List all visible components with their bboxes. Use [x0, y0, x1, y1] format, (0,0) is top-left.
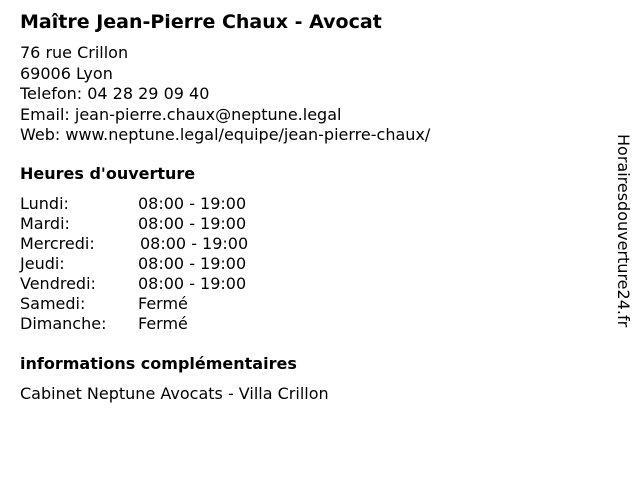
- email-address[interactable]: Email: jean-pierre.chaux@neptune.legal: [20, 104, 342, 124]
- address-city: 69006 Lyon: [20, 63, 113, 83]
- day-label: Mercredi:: [20, 234, 95, 253]
- site-watermark-label: Horairesdouverture24.fr: [614, 134, 633, 328]
- page-title: Maître Jean-Pierre Chaux - Avocat: [20, 11, 382, 33]
- time-value: Fermé: [138, 314, 188, 333]
- day-label: Vendredi:: [20, 274, 96, 293]
- time-value: 08:00 - 19:00: [138, 274, 247, 293]
- time-value: 08:00 - 19:00: [138, 254, 247, 273]
- time-value: 08:00 - 19:00: [138, 194, 247, 213]
- contact-block: [20, 43, 430, 146]
- time-value: 08:00 - 19:00: [138, 214, 247, 233]
- day-label: Lundi:: [20, 194, 69, 213]
- day-label: Dimanche:: [20, 314, 107, 333]
- additional-info-text: Cabinet Neptune Avocats - Villa Crillon: [20, 384, 329, 403]
- day-label: Samedi:: [20, 294, 86, 313]
- phone-number[interactable]: Telefon: 04 28 29 09 40: [20, 84, 210, 103]
- day-label: Mardi:: [20, 214, 70, 233]
- opening-hours-heading: Heures d'ouverture: [20, 164, 196, 183]
- day-label: Jeudi:: [20, 254, 65, 273]
- address-street: 76 rue Crillon: [20, 43, 129, 62]
- time-value: 08:00 - 19:00: [140, 234, 249, 253]
- website-link[interactable]: Web: www.neptune.legal/equipe/jean-pierre-chaux/: [20, 125, 431, 144]
- additional-info-heading: informations complémentaires: [20, 354, 297, 373]
- time-value: Fermé: [138, 294, 188, 313]
